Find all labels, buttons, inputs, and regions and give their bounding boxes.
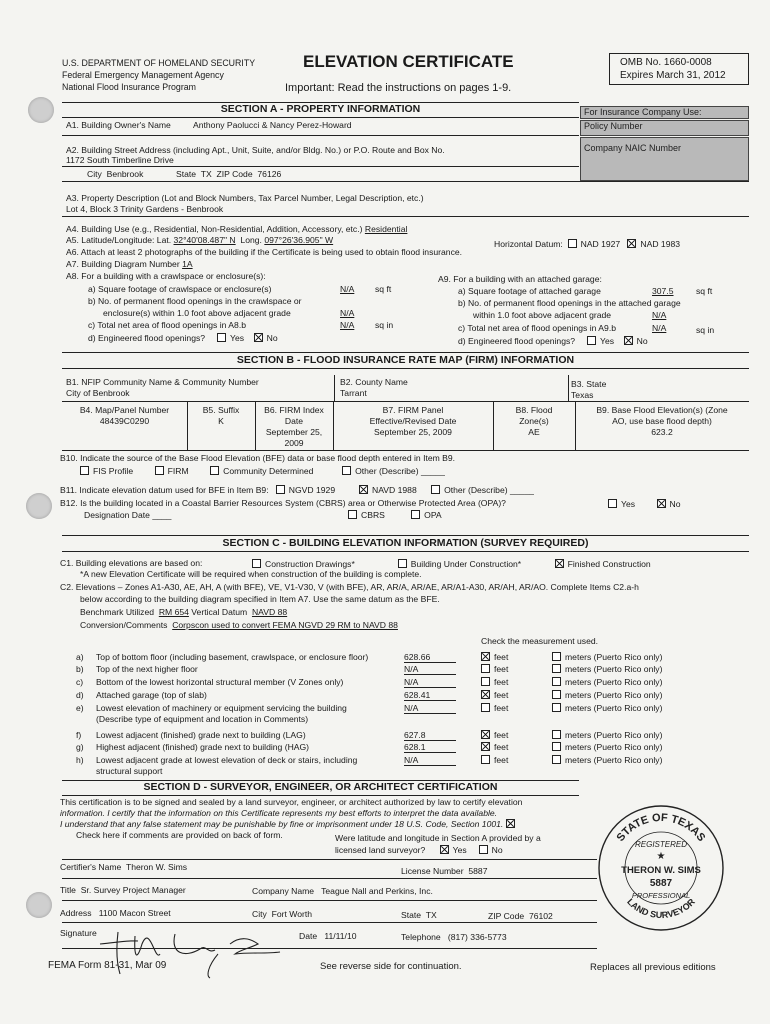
under-construction-checkbox[interactable] <box>398 559 407 568</box>
a3-property-description[interactable]: Lot 4, Block 3 Trinity Gardens - Benbrook <box>66 204 224 214</box>
b2-county-name[interactable]: Tarrant <box>340 388 367 398</box>
a8d-no-label: No <box>266 333 278 343</box>
nad1983-label: NAD 1983 <box>640 239 681 249</box>
c2-row-meters-option <box>552 677 662 687</box>
footer-continuation: See reverse side for continuation. <box>320 961 462 972</box>
horizontal-datum-row <box>494 239 680 249</box>
surveyor-seal <box>594 801 728 935</box>
c2-row-letter: a) <box>76 652 84 662</box>
title-label: Title <box>60 885 76 895</box>
meters-checkbox[interactable] <box>552 742 561 751</box>
section-b-title: SECTION B - FLOOD INSURANCE RATE MAP (FIRM) INFORMATION <box>236 354 575 366</box>
c2-row-meters-option <box>552 755 662 765</box>
a9c-value[interactable]: N/A <box>652 323 667 333</box>
a9a-value[interactable]: 307.5 <box>652 286 674 296</box>
a8d-yes-checkbox[interactable] <box>217 333 226 342</box>
comments-label: Check here if comments are provided on back of form. <box>76 830 283 840</box>
a9d-no-label: No <box>636 336 648 346</box>
b8-label-2: Zone(s) <box>519 416 549 426</box>
b6-value-2[interactable]: 2009 <box>284 438 304 448</box>
a4-label: A4. Building Use (e.g., Residential, Non-Residential, Addition, Accessory, etc.) <box>66 224 363 234</box>
meters-checkbox[interactable] <box>552 755 561 764</box>
section-c-title: SECTION C - BUILDING ELEVATION INFORMATION (SURVEY REQUIRED) <box>222 537 589 549</box>
community-determined-label: Community Determined <box>223 466 314 476</box>
omb-box <box>609 53 749 85</box>
latlong-row <box>335 845 503 855</box>
a8-label: A8. For a building with a crawlspace or enclosure(s): <box>66 271 266 281</box>
important-note: Important: Read the instructions on pages 1-9. <box>285 82 512 94</box>
opa-label: OPA <box>424 510 442 520</box>
city-label: City <box>87 169 102 179</box>
b1-label: B1. NFIP Community Name & Community Number <box>66 377 259 387</box>
telephone-row <box>401 932 507 942</box>
a6-text: A6. Attach at least 2 photographs of the building if the Certificate is being used to obtain flood insurance. <box>66 247 463 257</box>
c2-row-meters-option <box>552 652 662 662</box>
c2-row-label-2: structural support <box>96 766 163 776</box>
meters-checkbox[interactable] <box>552 703 561 712</box>
c2-row-letter: g) <box>76 742 84 752</box>
navd-label: NAVD 1988 <box>372 485 417 495</box>
meters-label: meters (Puerto Rico only) <box>565 677 663 687</box>
meters-checkbox[interactable] <box>552 730 561 739</box>
fis-profile-label: FIS Profile <box>93 466 134 476</box>
a4-row <box>66 224 407 234</box>
latlong-no-checkbox[interactable] <box>479 845 488 854</box>
ngvd-checkbox[interactable] <box>276 485 285 494</box>
b7-label-2: Effective/Revised Date <box>369 416 457 426</box>
a8d-no-checkbox[interactable] <box>254 333 263 342</box>
community-determined-checkbox[interactable] <box>210 466 219 475</box>
d-zip-label: ZIP Code <box>488 911 525 921</box>
a9b-value[interactable]: N/A <box>652 310 667 320</box>
nad1927-checkbox[interactable] <box>568 239 577 248</box>
c2-row-label: Highest adjacent (finished) grade next to building (HAG) <box>96 742 310 752</box>
c2-row-value[interactable]: N/A <box>404 664 456 675</box>
meters-checkbox[interactable] <box>552 690 561 699</box>
a1-owner-name[interactable]: Anthony Paolucci & Nancy Perez-Howard <box>193 120 352 130</box>
latlong-yes-checkbox[interactable] <box>440 845 449 854</box>
a7-label: A7. Building Diagram Number <box>66 259 180 269</box>
city-value[interactable]: Benbrook <box>106 169 144 179</box>
a5-longitude[interactable]: 097°26'36.905" W <box>264 235 334 245</box>
meters-label: meters (Puerto Rico only) <box>565 690 663 700</box>
navd-checkbox[interactable] <box>359 485 368 494</box>
c2-row-label: Lowest adjacent grade at lowest elevation of deck or stairs, including <box>96 755 358 765</box>
b9-bfe[interactable]: 623.2 <box>651 427 673 437</box>
b7-value[interactable]: September 25, 2009 <box>374 427 452 437</box>
a8a-unit: sq ft <box>375 284 392 294</box>
c2-row-feet-option <box>481 755 508 765</box>
section-d-text-3-row <box>60 819 519 829</box>
horizontal-datum-label: Horizontal Datum: <box>494 239 563 249</box>
a5-label: A5. Latitude/Longitude: Lat. <box>66 235 172 245</box>
b9-label-2: AO, use base flood depth) <box>612 416 712 426</box>
cbrs-checkbox[interactable] <box>348 510 357 519</box>
footer-replaces: Replaces all previous editions <box>590 962 716 973</box>
check-measurement-label: Check the measurement used. <box>481 636 599 646</box>
finished-construction-label: Finished Construction <box>567 559 651 569</box>
c2-row-label-2: (Describe type of equipment and location in Comments) <box>96 714 309 724</box>
d-city-value[interactable]: Fort Worth <box>271 909 313 919</box>
feet-label: feet <box>494 703 509 713</box>
a8b-value[interactable]: N/A <box>340 308 355 318</box>
a8d-yes-label: Yes <box>230 333 245 343</box>
c2-row-letter: f) <box>76 730 82 740</box>
feet-checkbox[interactable] <box>481 730 490 739</box>
license-value[interactable]: 5887 <box>468 866 488 876</box>
meters-checkbox[interactable] <box>552 652 561 661</box>
c2-row-label: Lowest elevation of machinery or equipment servicing the building <box>96 703 347 713</box>
firm-checkbox[interactable] <box>155 466 164 475</box>
a7-diagram-number[interactable]: 1A <box>182 259 193 269</box>
a8d-row <box>88 333 278 343</box>
telephone-value[interactable]: (817) 336-5773 <box>447 932 507 942</box>
c2-row-feet-option <box>481 742 508 752</box>
d-state-row <box>401 910 437 920</box>
section-d-text-2: information. I certify that the information on this Certificate represents my best efforts to interpret the data available. <box>60 808 498 818</box>
zip-value[interactable]: 76126 <box>257 169 282 179</box>
zip-label: ZIP Code <box>216 169 253 179</box>
c1-label: C1. Building elevations are based on: <box>60 558 203 568</box>
comments-row <box>76 830 283 840</box>
address-label: Address <box>60 908 92 918</box>
address-value[interactable]: 1100 Macon Street <box>98 908 171 918</box>
latlong-label-1: Were latitude and longitude in Section A provided by a <box>335 833 541 843</box>
a9c-unit: sq in <box>696 325 715 335</box>
c2-row-value[interactable]: 628.1 <box>404 742 456 753</box>
feet-checkbox[interactable] <box>481 755 490 764</box>
footer-form-number: FEMA Form 81-31, Mar 09 <box>48 960 167 971</box>
naic-number-field[interactable]: Company NAIC Number <box>580 137 749 181</box>
nad1927-label: NAD 1927 <box>580 239 621 249</box>
certification-checkbox[interactable] <box>506 819 515 828</box>
conversion-row <box>80 620 398 630</box>
a2-street-address[interactable]: 1172 South Timberline Drive <box>66 155 174 165</box>
b6-value-1[interactable]: September 25, <box>265 427 323 437</box>
c2-row-label: Top of the next higher floor <box>96 664 198 674</box>
signature-label: Signature <box>60 928 97 938</box>
a7-row <box>66 259 193 269</box>
a4-building-use[interactable]: Residential <box>364 224 408 234</box>
license-row <box>401 866 487 876</box>
cbrs-opa-row <box>348 510 442 520</box>
feet-checkbox[interactable] <box>481 664 490 673</box>
a8c-unit: sq in <box>375 320 394 330</box>
a8c-label: c) Total net area of flood openings in A8.b <box>88 320 246 330</box>
b12-yes-checkbox[interactable] <box>608 499 617 508</box>
latlong-label-2: licensed land surveyor? <box>335 845 426 855</box>
a8b-label-2: enclosure(s) within 1.0 foot above adjacent grade <box>103 308 291 318</box>
nad1983-checkbox[interactable] <box>627 239 636 248</box>
c2-row-value[interactable]: N/A <box>404 703 456 714</box>
seal-professional-text: PROFESSIONAL <box>631 891 691 900</box>
company-value[interactable]: Teague Nall and Perkins, Inc. <box>321 886 433 896</box>
c2-row-meters-option <box>552 742 662 752</box>
a2-label: A2. Building Street Address (including Apt., Unit, Suite, and/or Bldg. No.) or P.O. Route and Box No. <box>66 145 445 155</box>
company-row <box>252 886 433 896</box>
c2-row-value[interactable]: 628.66 <box>404 652 456 663</box>
date-row <box>299 931 357 941</box>
seal-state-text: STATE OF TEXAS <box>614 811 708 844</box>
a8a-value[interactable]: N/A <box>340 284 355 294</box>
b8-flood-zone[interactable]: AE <box>528 427 540 437</box>
seal-surveyor-text: LAND SURVEYOR <box>625 896 697 921</box>
benchmark-label: Benchmark Utilized <box>80 607 155 617</box>
c2-row-feet-option <box>481 730 508 740</box>
b12-label: B12. Is the building located in a Coastal Barrier Resources System (CBRS) area or Otherwise Protected Area (OPA)? <box>60 498 506 508</box>
b10-label: B10. Indicate the source of the Base Flood Elevation (BFE) data or base flood depth entered in Item B9. <box>60 453 456 463</box>
firm-label: FIRM <box>167 466 189 476</box>
punch-hole-1 <box>28 97 54 123</box>
d-state-value[interactable]: TX <box>425 910 437 920</box>
a8b-label-1: b) No. of permanent flood openings in the crawlspace or <box>88 296 302 306</box>
svg-text:★: ★ <box>656 851 666 862</box>
construction-drawings-checkbox[interactable] <box>252 559 261 568</box>
a2-city-row <box>87 169 143 179</box>
certifier-name-label: Certifier's Name <box>60 862 122 872</box>
meters-label: meters (Puerto Rico only) <box>565 703 663 713</box>
b6-label-1: B6. FIRM Index <box>264 405 324 415</box>
seal-registered-text: REGISTERED <box>634 840 688 849</box>
benchmark-value[interactable]: RM 654 <box>158 607 189 617</box>
c2-row-value[interactable]: N/A <box>404 755 456 766</box>
section-d-text-1: This certification is to be signed and sealed by a land surveyor, engineer, or architect authorized by law to certify elevation <box>60 797 523 807</box>
b4-map-panel[interactable]: 48439C0290 <box>99 416 150 426</box>
opa-checkbox[interactable] <box>411 510 420 519</box>
c2-row-letter: h) <box>76 755 84 765</box>
insurance-heading: For Insurance Company Use: <box>580 106 749 119</box>
a9d-yes-label: Yes <box>600 336 615 346</box>
a5-long-label: Long. <box>240 235 262 245</box>
feet-label: feet <box>494 742 509 752</box>
d-city-label: City <box>252 909 267 919</box>
feet-checkbox[interactable] <box>481 690 490 699</box>
punch-hole-3 <box>26 892 52 918</box>
vertical-datum-value[interactable]: NAVD 88 <box>251 607 288 617</box>
feet-label: feet <box>494 677 509 687</box>
telephone-label: Telephone <box>401 932 441 942</box>
feet-label: feet <box>494 730 509 740</box>
latlong-yes-label: Yes <box>452 845 467 855</box>
c1-options <box>252 559 651 569</box>
a8a-label: a) Square footage of crawlspace or enclosure(s) <box>88 284 272 294</box>
c2-row-label: Top of bottom floor (including basement, crawlspace, or enclosure floor) <box>96 652 369 662</box>
meters-label: meters (Puerto Rico only) <box>565 742 663 752</box>
finished-construction-checkbox[interactable] <box>555 559 564 568</box>
other-datum-checkbox[interactable] <box>431 485 440 494</box>
date-value[interactable]: 11/11/10 <box>324 931 357 941</box>
b12-no-checkbox[interactable] <box>657 499 666 508</box>
a3-label: A3. Property Description (Lot and Block Numbers, Tax Parcel Number, Legal Description, etc.) <box>66 193 424 203</box>
b10-options: FIS Profile FIRM Community Determined Other (Describe) _____ <box>80 466 445 476</box>
c2-row-feet-option <box>481 690 508 700</box>
c2-row-letter: d) <box>76 690 84 700</box>
feet-label: feet <box>494 652 509 662</box>
meters-label: meters (Puerto Rico only) <box>565 755 663 765</box>
b2-label: B2. County Name <box>340 377 408 387</box>
conversion-label: Conversion/Comments <box>80 620 168 630</box>
b5-label: B5. Suffix <box>202 405 240 415</box>
a9d-label: d) Engineered flood openings? <box>458 336 576 346</box>
punch-hole-2 <box>26 493 52 519</box>
meters-label: meters (Puerto Rico only) <box>565 730 663 740</box>
c2-row-label: Attached garage (top of slab) <box>96 690 207 700</box>
c2-row-label: Bottom of the lowest horizontal structural member (V Zones only) <box>96 677 344 687</box>
b3-state[interactable]: Texas <box>571 390 594 400</box>
a8d-label: d) Engineered flood openings? <box>88 333 206 343</box>
c2-row-letter: c) <box>76 677 84 687</box>
b11-row: B11. Indicate elevation datum used for BFE in Item B9: NGVD 1929 NAVD 1988 Other (Describe) _____ <box>60 485 534 495</box>
c2-row-label: Lowest adjacent (finished) grade next to building (LAG) <box>96 730 306 740</box>
agency-line-3: National Flood Insurance Program <box>62 82 196 92</box>
page-title: ELEVATION CERTIFICATE <box>303 52 514 71</box>
d-zip-row <box>488 911 553 921</box>
conversion-value[interactable]: Corpscon used to convert FEMA NGVD 29 RM to NAVD 88 <box>172 620 398 630</box>
c2-row-meters-option <box>552 690 662 700</box>
b12-answer <box>608 499 681 509</box>
feet-checkbox[interactable] <box>481 703 490 712</box>
certifier-name-value[interactable]: Theron W. Sims <box>125 862 188 872</box>
b12-yes-label: Yes <box>621 499 636 509</box>
a9c-label: c) Total net area of flood openings in A9.b <box>458 323 616 333</box>
under-construction-label: Building Under Construction* <box>410 559 522 569</box>
section-a-title: SECTION A - PROPERTY INFORMATION <box>220 103 421 115</box>
certifier-name-row <box>60 862 187 872</box>
a9b-label-2: within 1.0 foot above adjacent grade <box>473 310 612 320</box>
designation-label: Designation Date <box>84 510 150 520</box>
a9a-unit: sq ft <box>696 286 713 296</box>
c2-row-feet-option <box>481 664 508 674</box>
policy-number-field[interactable]: Policy Number <box>580 120 749 136</box>
designation-row: Designation Date ____ <box>84 510 172 520</box>
a9d-no-checkbox[interactable] <box>624 336 633 345</box>
b3-label: B3. State <box>571 379 607 389</box>
latlong-no-label: No <box>491 845 503 855</box>
b12-no-label: No <box>669 499 681 509</box>
feet-label: feet <box>494 690 509 700</box>
c2-row-value[interactable]: 627.8 <box>404 730 456 741</box>
omb-number: OMB No. 1660-0008 <box>620 57 712 68</box>
a2-state-row <box>176 169 281 179</box>
agency-line-1: U.S. DEPARTMENT OF HOMELAND SECURITY <box>62 58 256 68</box>
b7-label-1: B7. FIRM Panel <box>382 405 444 415</box>
b6-label-2: Date <box>284 416 304 426</box>
c2-row-meters-option <box>552 730 662 740</box>
c2-row-letter: b) <box>76 664 84 674</box>
c2-row-feet-option <box>481 677 508 687</box>
other-datum-label: Other (Describe) <box>444 485 508 495</box>
section-d-text-3: I understand that any false statement may be punishable by fine or imprisonment under 18 U.S. Code, Section 1001. <box>60 819 504 829</box>
state-value[interactable]: TX <box>200 169 212 179</box>
seal-name-text: THERON W. SIMS <box>621 865 701 876</box>
a9-label: A9. For a building with an attached garage: <box>438 274 602 284</box>
company-label: Company Name <box>252 886 315 896</box>
c2-row-value[interactable]: N/A <box>404 677 456 688</box>
a5-row <box>66 235 333 245</box>
feet-label: feet <box>494 664 509 674</box>
b4-label: B4. Map/Panel Number <box>79 405 170 415</box>
c2-line-1: C2. Elevations – Zones A1-A30, AE, AH, A (with BFE), VE, V1-V30, V (with BFE), AR, AR/A, AR/AE, AR/A1-A30, AR/AH, AR/AO. Complete Items C2.a-h <box>60 582 639 592</box>
feet-checkbox[interactable] <box>481 742 490 751</box>
a1-label: A1. Building Owner's Name <box>66 120 171 130</box>
b5-suffix[interactable]: K <box>218 416 224 426</box>
agency-line-2: Federal Emergency Management Agency <box>62 70 224 80</box>
construction-drawings-label: Construction Drawings* <box>265 559 355 569</box>
meters-checkbox[interactable] <box>552 677 561 686</box>
c2-row-feet-option <box>481 652 508 662</box>
omb-expires: Expires March 31, 2012 <box>620 70 726 81</box>
c2-row-meters-option <box>552 664 662 674</box>
b9-label-1: B9. Base Flood Elevation(s) (Zone <box>596 405 728 415</box>
d-state-label: State <box>401 910 422 920</box>
c2-row-meters-option <box>552 703 662 713</box>
meters-label: meters (Puerto Rico only) <box>565 664 663 674</box>
a9d-row <box>458 336 648 346</box>
cbrs-label: CBRS <box>361 510 385 520</box>
meters-checkbox[interactable] <box>552 664 561 673</box>
vertical-datum-label: Vertical Datum <box>191 607 248 617</box>
b11-label: B11. Indicate elevation datum used for BFE in Item B9: <box>60 485 269 495</box>
feet-checkbox[interactable] <box>481 677 490 686</box>
a9d-yes-checkbox[interactable] <box>587 336 596 345</box>
benchmark-row <box>80 607 287 617</box>
b1-community-name[interactable]: City of Benbrook <box>66 388 130 398</box>
d-zip-value[interactable]: 76102 <box>528 911 553 921</box>
ngvd-label: NGVD 1929 <box>288 485 336 495</box>
a9b-label-1: b) No. of permanent flood openings in the attached garage <box>458 298 681 308</box>
a5-latitude[interactable]: 32°40'08.487" N <box>173 235 236 245</box>
fis-profile-checkbox[interactable] <box>80 466 89 475</box>
section-d-title: SECTION D - SURVEYOR, ENGINEER, OR ARCHITECT CERTIFICATION <box>143 781 498 793</box>
other-label: Other (Describe) <box>355 466 419 476</box>
c2-row-letter: e) <box>76 703 84 713</box>
c2-row-feet-option <box>481 703 508 713</box>
c2-row-value[interactable]: 628.41 <box>404 690 456 701</box>
title-value[interactable]: Sr. Survey Project Manager <box>80 885 186 895</box>
title-row <box>60 885 186 895</box>
date-label: Date <box>299 931 318 941</box>
c2-line-2: below according to the building diagram specified in Item A7. Use the same datum as the BFE. <box>80 594 440 604</box>
state-label: State <box>176 169 197 179</box>
b8-label-1: B8. Flood <box>515 405 553 415</box>
meters-label: meters (Puerto Rico only) <box>565 652 663 662</box>
feet-checkbox[interactable] <box>481 652 490 661</box>
other-checkbox[interactable] <box>342 466 351 475</box>
a9a-label: a) Square footage of attached garage <box>458 286 601 296</box>
seal-number-text: 5887 <box>649 878 673 889</box>
a8c-value[interactable]: N/A <box>340 320 355 330</box>
c1-note: *A new Elevation Certificate will be required when construction of the building is complete. <box>80 569 422 579</box>
license-label: License Number <box>401 866 464 876</box>
feet-label: feet <box>494 755 509 765</box>
